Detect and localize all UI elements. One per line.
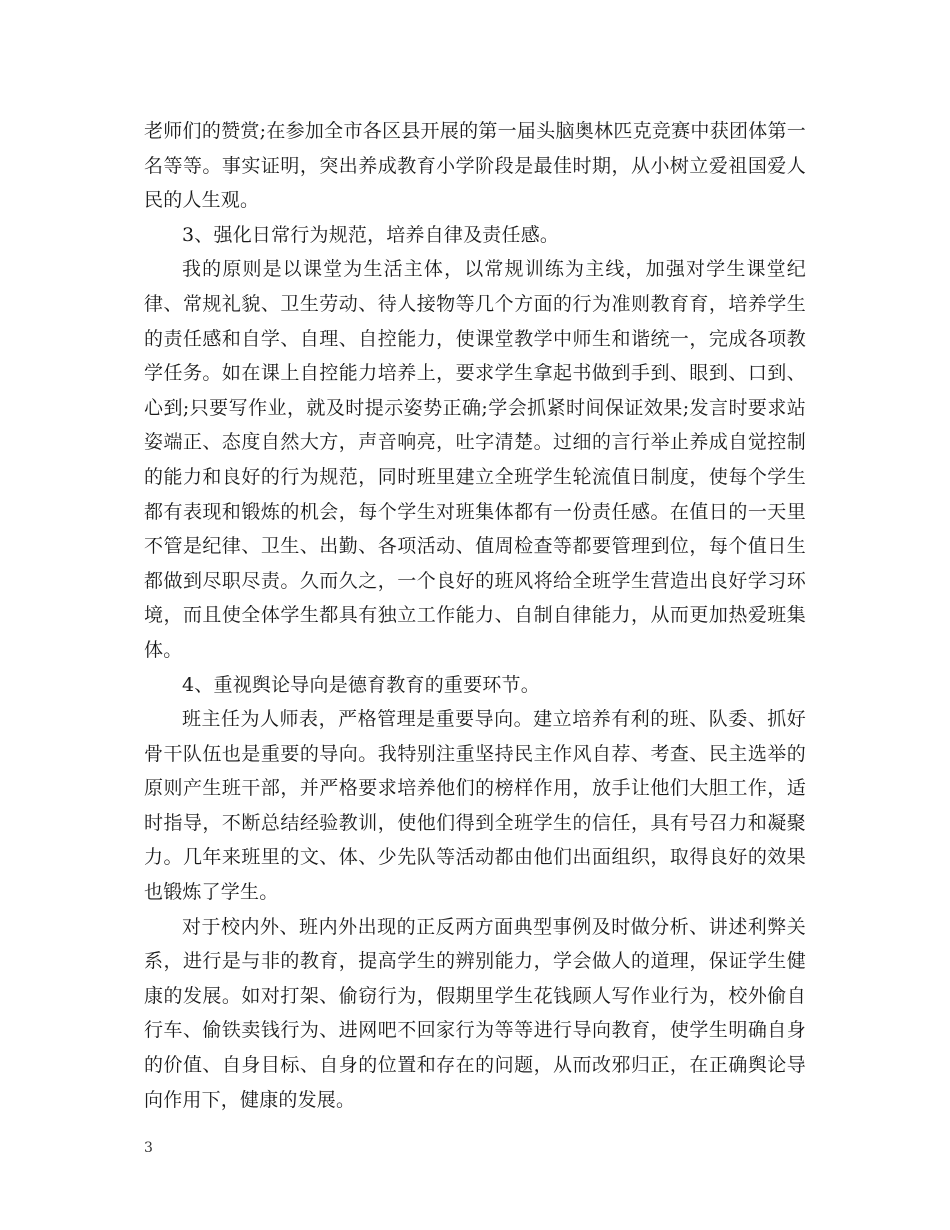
paragraph-section-4b: 对于校内外、班内外出现的正反两方面典型事例及时做分析、讲述利弊关系，进行是与非的教育，提高学生的辨别能力，学会做人的道理，保证学生健康的发展。如对打架、偷窃行为，假期里学生花钱顾人写作业行为，校外偷自行车、偷铁卖钱行为、进网吧不回家行为等等进行导向教育，使学生明确自身的价值、自身目标、自身的位置和存在的问题，从而改邪归正，在正确舆论导向作用下，健康的发展。 bbox=[144, 915, 806, 1111]
section-heading-3: 3、强化日常行为规范，培养自律及责任感。 bbox=[182, 223, 560, 246]
paragraph-section-3: 我的原则是以课堂为生活主体，以常规训练为主线，加强对学生课堂纪律、常规礼貌、卫生劳动、待人接物等几个方面的行为准则教育育，培养学生的责任感和自学、自理、自控能力，使课堂教学中师生和谐统一，完成各项教学任务。如在课上自控能力培养上，要求学生拿起书做到手到、眼到、口到、心到;只要写作业，就及时提示姿势正确;学会抓紧时间保证效果;发言时要求站姿端正、态度自然大方，声音响亮，吐字清楚。过细的言行举止养成自觉控制的能力和良好的行为规范，同时班里建立全班学生轮流值日制度，使每个学生都有表现和锻炼的机会，每个学生对班集体都有一份责任感。在值日的一天里不管是纪律、卫生、出勤、各项活动、值周检查等都要管理到位，每个值日生都做到尽职尽责。久而久之，一个良好的班风将给全班学生营造出良好学习环境，而且使全体学生都具有独立工作能力、自制自律能力，从而更加热爱班集体。 bbox=[144, 258, 806, 661]
page-number: 3 bbox=[144, 1140, 153, 1156]
paragraph-continued: 老师们的赞赏;在参加全市各区县开展的第一届头脑奥林匹克竞赛中获团体第一名等等。事实证明，突出养成教育小学阶段是最佳时期，从小树立爱祖国爱人民的人生观。 bbox=[144, 120, 806, 212]
section-heading-4: 4、重视舆论导向是德育教育的重要环节。 bbox=[182, 673, 540, 696]
paragraph-section-4a: 班主任为人师表，严格管理是重要导向。建立培养有利的班、队委、抓好骨干队伍也是重要的导向。我特别注重坚持民主作风自荐、考查、民主选举的原则产生班干部，并严格要求培养他们的榜样作用，放手让他们大胆工作，适时指导，不断总结经验教训，使他们得到全班学生的信任，具有号召力和凝聚力。几年来班里的文、体、少先队等活动都由他们出面组织，取得良好的效果也锻炼了学生。 bbox=[144, 708, 806, 904]
document-body bbox=[144, 114, 806, 1117]
